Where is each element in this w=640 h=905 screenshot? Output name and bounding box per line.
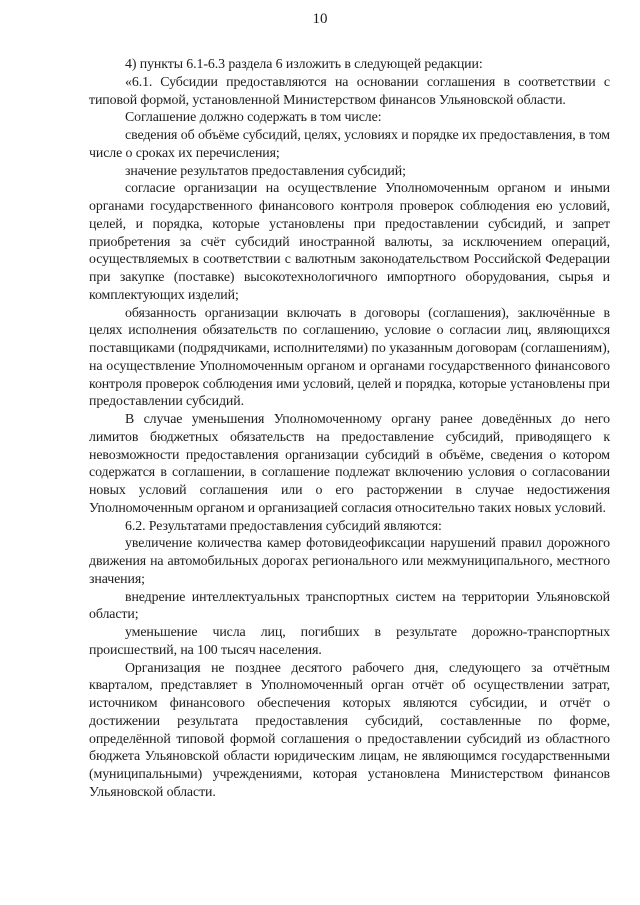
paragraph-limits-reduction (89, 411, 610, 518)
document-body (89, 56, 610, 802)
paragraph-text: Организация не позднее десятого рабочего дня, следующего за отчётным кварталом, представляет в Уполномоченный орган отчёт об осуществлении затрат, источником финансового обеспечения которых являются субсидии, и отчёт о достижении результата предоставления субсидий, составленные по форме, определённой типовой формой соглашения о предоставлении субсидий из областного бюджета Ульяновской области юридическим лицам, не являющимся государственными (муниципальными) учреждениями, которая установлена Министерством финансов Ульяновской области. (89, 660, 610, 800)
paragraph-result-fatalities (89, 624, 610, 660)
paragraph-consent-audit (89, 180, 610, 304)
paragraph-text: 4) пункты 6.1-6.3 раздела 6 изложить в следующей редакции: (125, 57, 483, 72)
paragraph-result-its (89, 589, 610, 625)
paragraph-result-cameras (89, 535, 610, 588)
paragraph-text: 6.2. Результатами предоставления субсидий являются: (125, 518, 442, 534)
paragraph-text: обязанность организации включать в договоры (соглашения), заключённые в целях исполнения обязательств по соглашению, условие о согласии лиц, являющихся поставщиками (подрядчиками, исполнителями) по указанным договорам (соглашениям), на осуществление Уполномоченным органом и органами государственного финансового контроля проверок соблюдения ими условий, целей и порядка, которые установлены при предоставлении субсидий. (89, 305, 610, 410)
paragraph-text: внедрение интеллектуальных транспортных систем на территории Ульяновской области; (89, 589, 610, 623)
clause-number: «6.1. (125, 74, 153, 90)
paragraph-text: В случае уменьшения Уполномоченному органу ранее доведённых до него лимитов бюджетных обязательств на предоставление субсидий, приводящего к невозможности предоставления организации субсидий в объёме, сведения о котором содержатся в соглашении, в соглашение подлежат включению условия о согласовании новых условий соглашения или о его расторжении в случае недостижения Уполномоченным органом и организацией согласия относительно таких новых условий. (89, 412, 610, 516)
paragraph-text: увеличение количества камер фотовидеофиксации нарушений правил дорожного движения на автомобильных дорогах регионального или межмуниципального, местного значения; (89, 536, 610, 587)
paragraph-text: Субсидии предоставляются на основании соглашения в соответствии с типовой формой, установленной Министерством финансов Ульяновской области. (89, 74, 610, 108)
paragraph-text: Соглашение должно содержать в том числе: (125, 110, 382, 126)
paragraph-6-1 (89, 74, 610, 110)
paragraph-agreement-contents (89, 109, 610, 127)
paragraph-results-value (89, 163, 610, 181)
paragraph-subsidy-info (89, 127, 610, 163)
paragraph-6-2 (89, 518, 610, 536)
paragraph-text: сведения об объёме субсидий, целях, условиях и порядке их предоставления, в том числе о сроках их перечисления; (89, 128, 610, 161)
page-number: 10 (312, 11, 328, 27)
paragraph-text: согласие организации на осуществление Уполномоченным органом и иными органами государственного финансового контроля проверок соблюдения ею условий, целей, и порядка, которые установлены при предоставлении субсидий, и запрет приобретения за счёт субсидий иностранной валюты, за исключением операций, осуществляемых в соответствии с валютным законодательством Российской Федерации при закупке (поставке) высокотехнологичного импортного оборудования, сырья и комплектующих изделий; (89, 181, 610, 303)
paragraph-text: уменьшение числа лиц, погибших в результате дорожно-транспортных происшествий, на 100 тысяч населения. (89, 625, 610, 658)
paragraph-reporting (89, 660, 610, 802)
paragraph-amendment-intro (89, 56, 610, 74)
paragraph-text: значение результатов предоставления субсидий; (125, 163, 406, 179)
paragraph-contract-obligation (89, 305, 610, 412)
